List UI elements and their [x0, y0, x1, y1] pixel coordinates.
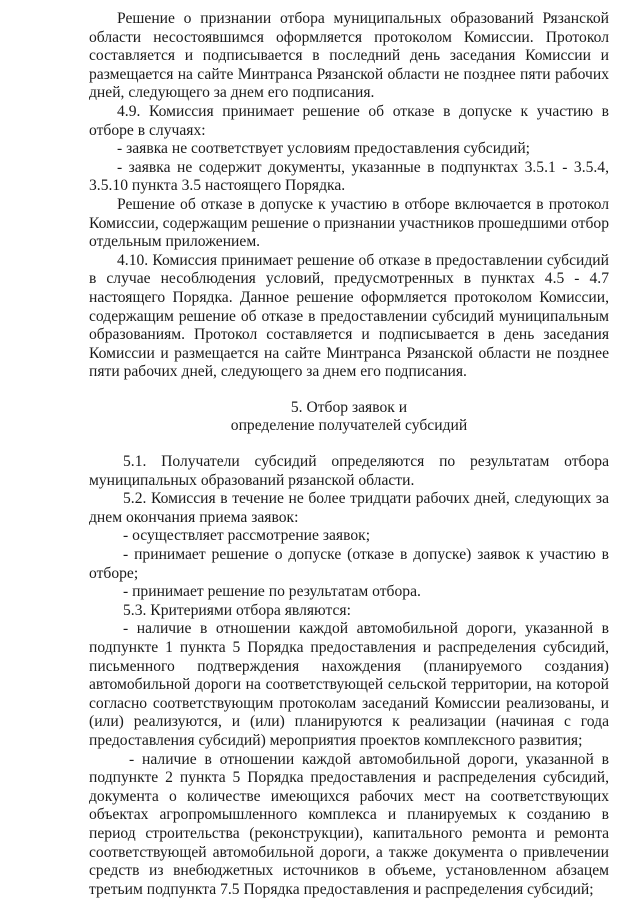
criterion-item-1: - наличие в отношении каждой автомобильной дороги, указанной в подпункте 1 пункта 5 Порядка предоставления и распределения субсидий, письменного подтверждения нахождения (планируемого создания) автомобильной дороги на соответствующей сельской территории, на которой согласно соответствующим протоколам заседаний Комиссии реализованы, и (или) реализуются, и (или) планируются к реализации (начиная с года предоставления субсидий) мероприятия проектов комплексного развития;	[89, 620, 609, 749]
paragraph-refusal-protocol: Решение об отказе в допуске к участию в отборе включается в протокол Комиссии, содержащим решение о признании участников прошедшими отбор отдельным приложением.	[89, 195, 609, 251]
section-heading-line2: определение получателей субсидий	[230, 417, 468, 435]
paragraph-4-10: 4.10. Комиссия принимает решение об отказе в предоставлении субсидий в случае несоблюдения условий, предусмотренных в пунктах 4.5 - 4.7 настоящего Порядка. Данное решение оформляется протоколом Комиссии, содержащим решение об отказе в предоставлении субсидий муниципальным образованиям. Протокол составляется и подписывается в день заседания Комиссии и размещается на сайте Минтранса Рязанской области не позднее пяти рабочих дней, следующего за днем его подписания.	[89, 251, 609, 381]
paragraph-5-1: 5.1. Получатели субсидий определяются по результатам отбора муниципальных образований рязанской области.	[89, 453, 609, 489]
list-item-conditions: - заявка не соответствует условиям предоставления субсидий;	[117, 140, 530, 158]
paragraph-5-2: 5.2. Комиссия в течение не более тридцати рабочих дней, следующих за днем окончания приема заявок:	[89, 490, 609, 526]
list-item-admission: - принимает решение о допуске (отказе в допуске) заявок к участию в отборе;	[89, 546, 609, 582]
document-body	[89, 10, 609, 899]
criterion-item-2: - наличие в отношении каждой автомобильной дороги, указанной в подпункте 2 пункта 5 Порядка предоставления и распределения субсидий, документа о количестве имеющихся рабочих мест на соответствующих объектах агропромышленного комплекса и планируемых к созданию в период строительства (реконструкции), капитального ремонта и ремонта соответствующей автомобильной дороги, а также документа о привлечении средств из внебюджетных источников в объеме, установленном абзацем третьим подпункта 7.5 Порядка предоставления и распределения субсидий;	[89, 750, 609, 898]
paragraph-5-3: 5.3. Критериями отбора являются:	[123, 601, 351, 619]
list-item-review: - осуществляет рассмотрение заявок;	[123, 527, 371, 545]
section-heading-line1: 5. Отбор заявок и	[290, 398, 408, 416]
paragraph-selection-failed: Решение о признании отбора муниципальных образований Рязанской области несостоявшимся оформляется протоколом Комиссии. Протокол составляется и подписывается в последний день заседания Комиссии и размещается на сайте Минтранса Рязанской области не позднее пяти рабочих дней, следующего за днем его подписания.	[89, 10, 609, 102]
paragraph-4-9: 4.9. Комиссия принимает решение об отказе в допуске к участию в отборе в случаях:	[89, 102, 609, 139]
list-item-results: - принимает решение по результатам отбора.	[123, 583, 421, 601]
list-item-documents: - заявка не содержит документы, указанные в подпунктах 3.5.1 - 3.5.4, 3.5.10 пункта 3.5 настоящего Порядка.	[89, 158, 609, 195]
